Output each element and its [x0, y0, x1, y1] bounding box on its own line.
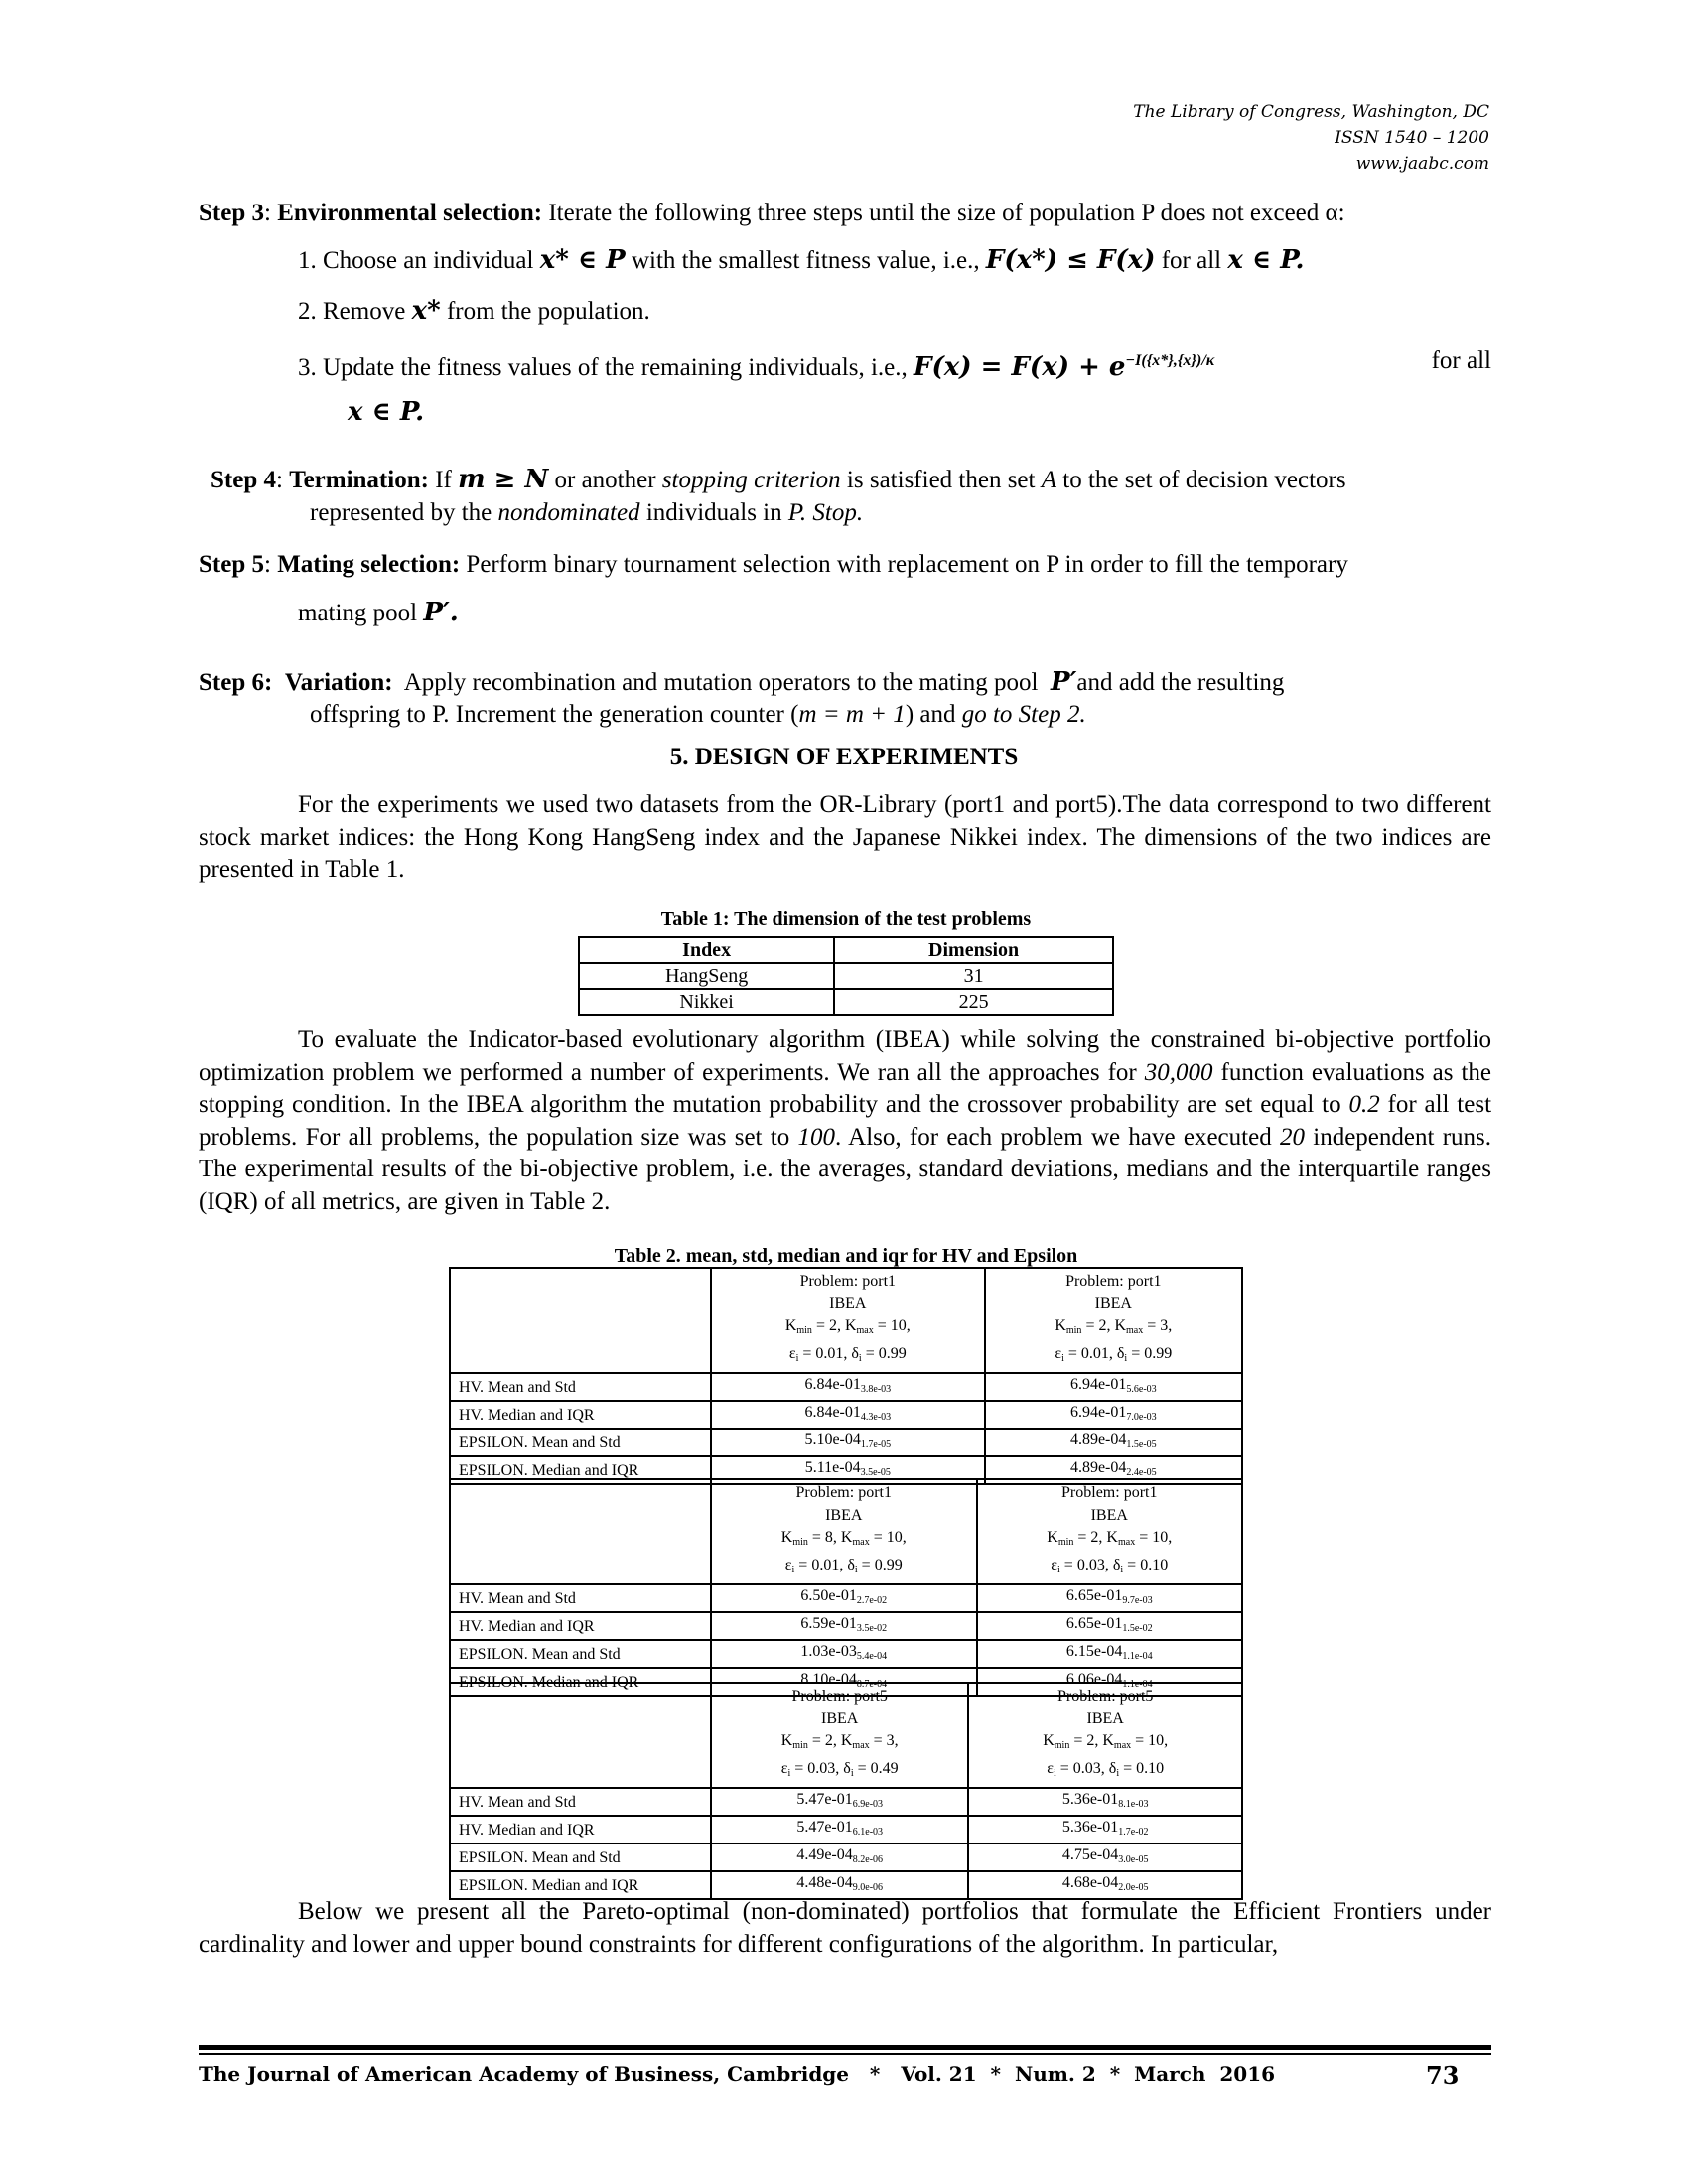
kmin-value: 8	[824, 1529, 833, 1546]
table-row	[450, 1871, 1242, 1899]
metric-spread: 2.4e-05	[1126, 1467, 1157, 1478]
column-algorithm: IBEA	[829, 1295, 867, 1312]
table-row	[450, 1612, 1242, 1640]
step6-label: Step 6:	[199, 669, 273, 696]
step6-line2-c: ) and	[905, 701, 956, 728]
p2-i: independent runs. The experimental results of the bi-objective problem, i.e. the averages, standard deviations, medians and the interquartile ranges (IQR) of all metrics, are given in Table 2.	[199, 1123, 1492, 1215]
step5-line2: mating pool	[298, 600, 418, 626]
table2-row-label: HV. Mean and Std	[450, 1373, 711, 1401]
table2-column-header	[968, 1683, 1242, 1788]
column-problem: Problem: port5	[1056, 1688, 1154, 1705]
step5-line: Step 5: Mating selection: Perform binary tournament selection with replacement on P in order to fill the temporary	[199, 551, 1348, 578]
step6-line-2	[310, 698, 1086, 732]
metric-spread: 7.0e-03	[1126, 1412, 1157, 1423]
table-row	[450, 1584, 1242, 1612]
table2-column-header	[711, 1268, 985, 1373]
table2-column-header	[711, 1683, 968, 1788]
kmax-value: 10	[886, 1529, 903, 1546]
p2-e: for all test problems. For all problems, the population size was set to	[199, 1091, 1492, 1151]
step4-line2-a: represented by the	[310, 499, 492, 526]
table2-value-cell	[711, 1584, 977, 1612]
paragraph-1	[199, 789, 1491, 887]
metric-value: 6.84e-01	[804, 1376, 861, 1393]
table2-block-3	[449, 1682, 1243, 1900]
table2-corner-cell	[450, 1683, 711, 1788]
step6-line2-d: go to Step 2.	[961, 701, 1086, 728]
step5-title: Mating selection:	[277, 551, 461, 578]
step3-line: Step 3: Environmental selection: Iterate the following three steps until the size of population P does not exceed α:	[199, 200, 1345, 226]
column-algorithm: IBEA	[821, 1709, 859, 1727]
kmax-value: 3	[1160, 1317, 1169, 1334]
p2-d: 0.2	[1348, 1091, 1380, 1118]
p2-b: 30,000	[1144, 1058, 1213, 1086]
step3-item-3-cont	[348, 395, 424, 430]
table2-value-cell	[711, 1843, 968, 1871]
column-algorithm: IBEA	[825, 1506, 863, 1524]
table2-row-label: EPSILON. Median and IQR	[450, 1668, 711, 1696]
table2-header-row	[450, 1479, 1242, 1584]
table2-value-cell	[711, 1612, 977, 1640]
step4-text-b: or another	[554, 467, 656, 493]
metric-spread: 1.7e-05	[860, 1439, 892, 1450]
section-title: 5. DESIGN OF EXPERIMENTS	[669, 744, 1019, 770]
metric-value: 6.94e-01	[1069, 1404, 1127, 1421]
metric-value: 5.47e-01	[796, 1791, 853, 1808]
metric-spread: 3.5e-02	[856, 1623, 888, 1634]
column-eps-delta: $\varepsilon_i = 0.03$, $\delta_i = 0.49$	[780, 1759, 899, 1779]
table-row	[450, 1429, 1242, 1456]
step3-item2-math: x*	[411, 296, 441, 326]
step4-line2-b: nondominated	[497, 499, 640, 526]
table2-value-cell	[977, 1640, 1243, 1668]
table2-value-cell	[968, 1843, 1242, 1871]
step3-text: Iterate the following three steps until the size of population P does not exceed α:	[548, 200, 1345, 226]
step3-item1-math2: F(x*) ≤ F(x)	[985, 245, 1156, 275]
table2-value-cell	[711, 1401, 985, 1429]
step3-item3-text-b: for all	[1431, 347, 1491, 374]
table2-header-row	[450, 1268, 1242, 1373]
table2-row-label: HV. Mean and Std	[450, 1584, 711, 1612]
table-row	[450, 1788, 1242, 1816]
kmin-value: 2	[1086, 1732, 1095, 1749]
table2-row-label: HV. Median and IQR	[450, 1816, 711, 1843]
table2-column-header	[711, 1479, 977, 1584]
table2-value-cell	[977, 1612, 1243, 1640]
column-problem: Problem: port5	[791, 1688, 888, 1705]
p2-h: 20	[1279, 1123, 1305, 1151]
table2-row-label: HV. Median and IQR	[450, 1612, 711, 1640]
metric-spread: 6.9e-03	[852, 1799, 884, 1810]
metric-value: 5.36e-01	[1061, 1791, 1119, 1808]
table-row	[450, 1843, 1242, 1871]
eps-value: 0.03	[807, 1759, 836, 1777]
p2-c: function evaluations as the stopping condition. In the IBEA algorithm the mutation probability and the crossover probability are set equal to	[199, 1058, 1492, 1118]
column-algorithm: IBEA	[1094, 1295, 1132, 1312]
metric-value: 6.50e-01	[800, 1587, 857, 1604]
paragraph-2-text	[199, 1024, 1491, 1218]
metric-spread: 5.6e-03	[1126, 1384, 1157, 1395]
metric-spread: 1.1e-04	[1122, 1679, 1153, 1690]
table2-value-cell	[968, 1788, 1242, 1816]
step3-item-1	[298, 243, 1305, 278]
step6-math: P′	[1051, 667, 1077, 697]
step3-item2-text-a: 2. Remove	[298, 298, 406, 325]
table2-value-cell	[968, 1816, 1242, 1843]
table2-value-cell	[711, 1373, 985, 1401]
header-line-3: www.jaabc.com	[1355, 154, 1489, 174]
step3-item-2	[298, 294, 650, 329]
table1-caption: Table 1: The dimension of the test problems	[660, 908, 1032, 930]
column-eps-delta: $\varepsilon_i = 0.03$, $\delta_i = 0.10$	[1051, 1556, 1169, 1575]
table2-value-cell	[985, 1373, 1242, 1401]
eps-value: 0.01	[811, 1556, 840, 1573]
footer-rule-thick	[199, 2045, 1491, 2050]
metric-value: 6.06e-04	[1065, 1671, 1123, 1688]
table2-value-cell	[711, 1640, 977, 1668]
column-k-params: $K_{min} = 2$, $K_{max} = 10$,	[1047, 1529, 1173, 1548]
step4-text-a: If	[435, 467, 452, 493]
table-row	[579, 989, 1113, 1015]
table2-corner-cell	[450, 1268, 711, 1373]
kmax-value: 10	[1152, 1529, 1169, 1546]
step4-label: Step 4	[211, 467, 276, 493]
metric-spread: 3.0e-05	[1118, 1854, 1149, 1865]
delta-value: 0.10	[1136, 1759, 1165, 1777]
kmin-value: 2	[1098, 1317, 1107, 1334]
table2-value-cell	[977, 1584, 1243, 1612]
step4-text-c: stopping criterion	[661, 467, 841, 493]
step4-text-d: is satisfied then set	[846, 467, 1036, 493]
eps-value: 0.01	[815, 1344, 844, 1362]
eps-value: 0.01	[1080, 1344, 1109, 1362]
column-eps-delta: $\varepsilon_i = 0.01$, $\delta_i = 0.99$	[1055, 1344, 1173, 1364]
table2-row-label: EPSILON. Mean and Std	[450, 1640, 711, 1668]
table2-column-header	[985, 1268, 1242, 1373]
metric-spread: 8.2e-06	[852, 1854, 884, 1865]
column-problem: Problem: port1	[1061, 1484, 1158, 1501]
step3-label: Step 3	[199, 200, 264, 226]
kmax-value: 3	[886, 1732, 895, 1749]
table2-caption: Table 2. mean, std, median and iqr for HV and Epsilon	[614, 1245, 1078, 1267]
metric-value: 6.15e-04	[1065, 1643, 1123, 1660]
metric-value: 6.59e-01	[800, 1615, 857, 1632]
step5-text: Perform binary tournament selection with replacement on P in order to fill the temporary	[466, 551, 1348, 578]
column-problem: Problem: port1	[1065, 1273, 1162, 1290]
metric-value: 8.10e-04	[800, 1671, 857, 1688]
kmax-value: 10	[1148, 1732, 1165, 1749]
metric-spread: 8.7e-04	[856, 1679, 888, 1690]
metric-value: 4.89e-04	[1069, 1432, 1127, 1448]
column-k-params: $K_{min} = 2$, $K_{max} = 10$,	[1043, 1732, 1169, 1751]
table2-value-cell	[711, 1429, 985, 1456]
table2-row-label: HV. Mean and Std	[450, 1788, 711, 1816]
paragraph-2	[199, 1024, 1491, 1218]
metric-spread: 4.3e-03	[860, 1412, 892, 1423]
step3-item1-text-b: with the smallest fitness value, i.e.,	[631, 247, 980, 274]
page-number: 73	[1426, 2061, 1460, 2090]
column-k-params: $K_{min} = 8$, $K_{max} = 10$,	[780, 1529, 907, 1548]
metric-spread: 1.5e-05	[1126, 1439, 1157, 1450]
metric-spread: 5.4e-04	[856, 1651, 888, 1662]
step5-math: P′.	[423, 598, 459, 627]
step4-math: m ≥ N	[458, 465, 549, 494]
table1-cell: 31	[834, 963, 1113, 989]
metric-value: 5.10e-04	[804, 1432, 861, 1448]
column-k-params: $K_{min} = 2$, $K_{max} = 10$,	[784, 1317, 911, 1336]
metric-spread: 3.5e-05	[860, 1467, 891, 1478]
metric-value: 5.11e-04	[804, 1459, 861, 1476]
step3-item3-exponent: −I({x*},{x})/κ	[1125, 352, 1215, 369]
table-row	[579, 963, 1113, 989]
metric-value: 5.36e-01	[1061, 1819, 1119, 1836]
table-1	[578, 936, 1114, 1016]
table2-header-row	[450, 1683, 1242, 1788]
column-eps-delta: $\varepsilon_i = 0.01$, $\delta_i = 0.99$	[784, 1556, 903, 1575]
p2-a: To evaluate the Indicator-based evolutionary algorithm (IBEA) while solving the constrained bi-objective portfolio optimization problem we performed a number of experiments. We ran all the approaches for	[199, 1026, 1491, 1086]
metric-value: 4.89e-04	[1069, 1459, 1127, 1476]
kmax-value: 10	[890, 1317, 907, 1334]
metric-value: 4.48e-04	[796, 1874, 853, 1891]
step4-title: Termination:	[289, 467, 429, 493]
delta-value: 0.99	[874, 1556, 903, 1573]
metric-spread: 6.1e-03	[852, 1827, 884, 1838]
eps-value: 0.03	[1076, 1556, 1105, 1573]
metric-spread: 1.7e-02	[1118, 1827, 1149, 1838]
metric-value: 4.68e-04	[1061, 1874, 1119, 1891]
p2-g: . Also, for each problem we have executed	[835, 1123, 1272, 1151]
step3-item1-math1: x* ∈ P	[539, 245, 626, 275]
step3-item3-text-a: 3. Update the fitness values of the remaining individuals, i.e.,	[298, 354, 908, 381]
metric-value: 6.94e-01	[1069, 1376, 1127, 1393]
table2-column-header	[977, 1479, 1243, 1584]
delta-value: 0.99	[878, 1344, 907, 1362]
header-line-1: The Library of Congress, Washington, DC	[1133, 102, 1489, 122]
footer-journal: The Journal of American Academy of Business, Cambridge * Vol. 21 * Num. 2 * March 2016	[199, 2062, 1276, 2086]
column-k-params: $K_{min} = 2$, $K_{max} = 3$,	[780, 1732, 899, 1751]
step5-line-2	[298, 596, 459, 630]
table2-value-cell	[711, 1816, 968, 1843]
metric-value: 6.84e-01	[804, 1404, 861, 1421]
table2-row-label: EPSILON. Mean and Std	[450, 1429, 711, 1456]
table2-block-2	[449, 1478, 1243, 1697]
metric-spread: 1.5e-02	[1122, 1623, 1153, 1634]
metric-value: 1.03e-03	[800, 1643, 857, 1660]
step4-line-2	[310, 496, 863, 530]
table-row	[450, 1401, 1242, 1429]
table1-cell: Nikkei	[579, 989, 834, 1015]
step3-item3-math: F(x) = F(x) + e	[914, 352, 1126, 382]
paragraph-3-text: Below we present all the Pareto-optimal (non-dominated) portfolios that formulate the Efficient Frontiers under cardinality and lower and upper bound constraints for different configurations of the algorithm. In particular,	[199, 1898, 1491, 1958]
table1-cell: HangSeng	[579, 963, 834, 989]
metric-spread: 3.8e-03	[860, 1384, 892, 1395]
table2-value-cell	[985, 1429, 1242, 1456]
table1-header-index: Index	[579, 937, 834, 963]
table2-block-1	[449, 1267, 1243, 1485]
kmin-value: 2	[828, 1317, 837, 1334]
kmin-value: 2	[1090, 1529, 1099, 1546]
table2-row-label: EPSILON. Median and IQR	[450, 1871, 711, 1899]
table2-row-label: EPSILON. Median and IQR	[450, 1456, 711, 1484]
step6-text-b: and add the resulting	[1076, 669, 1285, 696]
step3-item1-text-a: 1. Choose an individual	[298, 247, 534, 274]
metric-spread: 9.0e-06	[852, 1882, 884, 1893]
table1-cell: 225	[834, 989, 1113, 1015]
metric-spread: 2.0e-05	[1118, 1882, 1149, 1893]
table-row	[450, 1373, 1242, 1401]
paragraph-1-text: For the experiments we used two datasets from the OR-Library (port1 and port5).The data correspond to two different stock market indices: the Hong Kong HangSeng index and the Japanese Nikkei index. The dimensions of the two indices are presented in Table 1.	[199, 791, 1491, 883]
table2-row-label: HV. Median and IQR	[450, 1401, 711, 1429]
footer-rule-thin	[199, 2053, 1491, 2055]
table2-value-cell	[968, 1871, 1242, 1899]
table1-header-dimension: Dimension	[834, 937, 1113, 963]
table-row	[450, 1640, 1242, 1668]
metric-value: 5.47e-01	[796, 1819, 853, 1836]
table2-corner-cell	[450, 1479, 711, 1584]
step6-title: Variation:	[284, 669, 393, 696]
metric-spread: 8.1e-03	[1118, 1799, 1149, 1810]
column-eps-delta: $\varepsilon_i = 0.01$, $\delta_i = 0.99$	[788, 1344, 907, 1364]
table1-header-row	[579, 937, 1113, 963]
metric-value: 6.65e-01	[1065, 1615, 1123, 1632]
step3-item3-math2: x ∈ P.	[348, 397, 425, 427]
step4-line: Step 4: Termination: If m ≥ N or another stopping criterion is satisfied then set A to the set of decision vectors	[211, 465, 1346, 494]
delta-value: 0.99	[1144, 1344, 1173, 1362]
column-algorithm: IBEA	[1086, 1709, 1124, 1727]
metric-value: 4.75e-04	[1061, 1846, 1119, 1863]
step4-text-f: to the set of decision vectors	[1062, 467, 1346, 493]
page-header	[1133, 99, 1489, 177]
step3-item1-math3: x ∈ P.	[1227, 245, 1305, 275]
metric-spread: 9.7e-03	[1122, 1595, 1153, 1606]
header-line-2: ISSN 1540 – 1200	[1335, 128, 1489, 148]
delta-value: 0.10	[1140, 1556, 1169, 1573]
metric-value: 4.49e-04	[796, 1846, 853, 1863]
metric-spread: 2.7e-02	[856, 1595, 888, 1606]
step4-text-e: A	[1041, 467, 1057, 493]
table-row	[450, 1816, 1242, 1843]
p2-f: 100	[797, 1123, 835, 1151]
step3-title: Environmental selection:	[277, 200, 543, 226]
column-algorithm: IBEA	[1090, 1506, 1128, 1524]
paragraph-3	[199, 1896, 1491, 1961]
column-problem: Problem: port1	[799, 1273, 897, 1290]
table2-row-label: EPSILON. Mean and Std	[450, 1843, 711, 1871]
step4-line2-d: P. Stop.	[787, 499, 864, 526]
eps-value: 0.03	[1072, 1759, 1101, 1777]
metric-value: 6.65e-01	[1065, 1587, 1123, 1604]
table2-value-cell	[711, 1788, 968, 1816]
step6-line2-b: m = m + 1	[798, 701, 906, 728]
kmin-value: 2	[824, 1732, 833, 1749]
step6-line2-a: offspring to P. Increment the generation counter (	[310, 701, 799, 728]
step6-line	[199, 665, 1491, 700]
column-problem: Problem: port1	[795, 1484, 892, 1501]
table2-value-cell	[711, 1871, 968, 1899]
column-eps-delta: $\varepsilon_i = 0.03$, $\delta_i = 0.10$	[1047, 1759, 1165, 1779]
step3-item1-text-c: for all	[1161, 247, 1222, 274]
column-k-params: $K_{min} = 2$, $K_{max} = 3$,	[1055, 1317, 1173, 1336]
table2-value-cell	[985, 1401, 1242, 1429]
metric-spread: 1.1e-04	[1122, 1651, 1153, 1662]
step3-item2-text-b: from the population.	[446, 298, 650, 325]
step6-text-a: Apply recombination and mutation operators to the mating pool	[403, 669, 1039, 696]
delta-value: 0.49	[870, 1759, 899, 1777]
step4-line2-c: individuals in	[645, 499, 782, 526]
step3-item-3	[298, 344, 1491, 385]
step5-label: Step 5	[199, 551, 264, 578]
